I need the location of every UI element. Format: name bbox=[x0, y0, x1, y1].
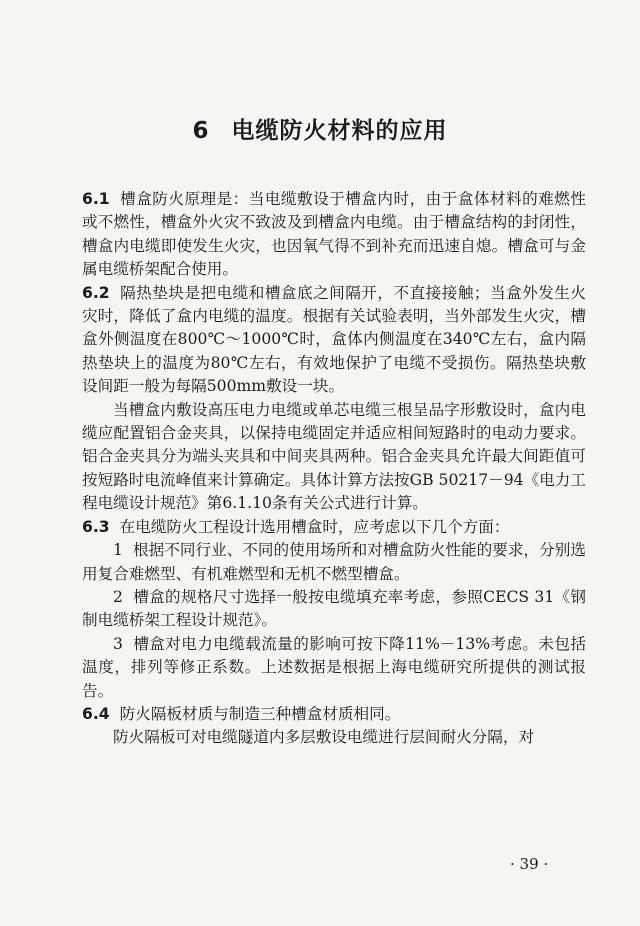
section-number: 6.2 bbox=[82, 283, 110, 302]
section-number: 6.3 bbox=[82, 517, 110, 536]
item-number: 2 bbox=[113, 587, 123, 606]
section-number: 6.4 bbox=[82, 704, 110, 723]
body-text bbox=[82, 188, 586, 750]
list-item bbox=[82, 539, 586, 586]
page-number: · 39 · bbox=[510, 855, 549, 873]
item-number: 3 bbox=[113, 634, 123, 653]
section-text: 槽盒防火原理是：当电缆敷设于槽盒内时，由于盒体材料的难燃性或不燃性，槽盒外火灾不致波及到槽盒内电缆。由于槽盒结构的封闭性，槽盒内电缆即使发生火灾，也因氧气得不到补充而迅速自熄。槽盒可与金属电缆桥架配合使用。 bbox=[82, 190, 586, 279]
section-text: 隔热垫块是把电缆和槽盒底之间隔开，不直接接触；当盒外发生火灾时，降低了盒内电缆的温度。根据有关试验表明，当外部发生火灾，槽盒外侧温度在800℃～1000℃时，盒体内侧温度在340℃左右，盒内隔热垫块上的温度为80℃左右，有效地保护了电缆不受损伤。隔热垫块敷设间距一般为每隔500mm敷设一块。 bbox=[82, 283, 586, 396]
section-text: 在电缆防火工程设计选用槽盒时，应考虑以下几个方面： bbox=[119, 517, 510, 536]
item-text: 槽盒对电力电缆载流量的影响可按下降11%－13%考虑。未包括温度，排列等修正系数。上述数据是根据上海电缆研究所提供的测试报告。 bbox=[82, 634, 586, 700]
section-text: 防火隔板材质与制造三种槽盒材质相同。 bbox=[119, 704, 401, 723]
section-6-3 bbox=[82, 516, 586, 539]
item-text: 根据不同行业、不同的使用场所和对槽盒防火性能的要求，分别选用复合难燃型、有机难燃型和无机不燃型槽盒。 bbox=[82, 541, 586, 583]
item-text: 槽盒的规格尺寸选择一般按电缆填充率考虑，参照CECS 31《钢制电缆桥架工程设计规范》。 bbox=[82, 587, 586, 630]
chapter-title: 电缆防火材料的应用 bbox=[231, 118, 448, 144]
item-number: 1 bbox=[113, 541, 123, 560]
section-6-2 bbox=[82, 282, 586, 399]
page-title bbox=[0, 112, 640, 145]
section-6-1 bbox=[82, 188, 586, 282]
chapter-number: 6 bbox=[192, 118, 210, 144]
section-number: 6.1 bbox=[82, 190, 110, 208]
section-6-4 bbox=[82, 703, 586, 726]
paragraph: 防火隔板可对电缆隧道内多层敷设电缆进行层间耐火分隔，对 bbox=[113, 728, 535, 747]
list-item bbox=[82, 633, 586, 703]
paragraph: 当槽盒内敷设高压电力电缆或单芯电缆三根呈品字形敷设时，盒内电缆应配置铝合金夹具，以保持电缆固定并适应相间短路时的电动力要求。铝合金夹具分为端头夹具和中间夹具两种。铝合金夹具允许最大间距值可按短路时电流峰值来计算确定。具体计算方法按GB 50217－94《电力工程电缆设计规范》第6.1.10条有关公式进行计算。 bbox=[82, 400, 586, 513]
list-item bbox=[82, 586, 586, 633]
